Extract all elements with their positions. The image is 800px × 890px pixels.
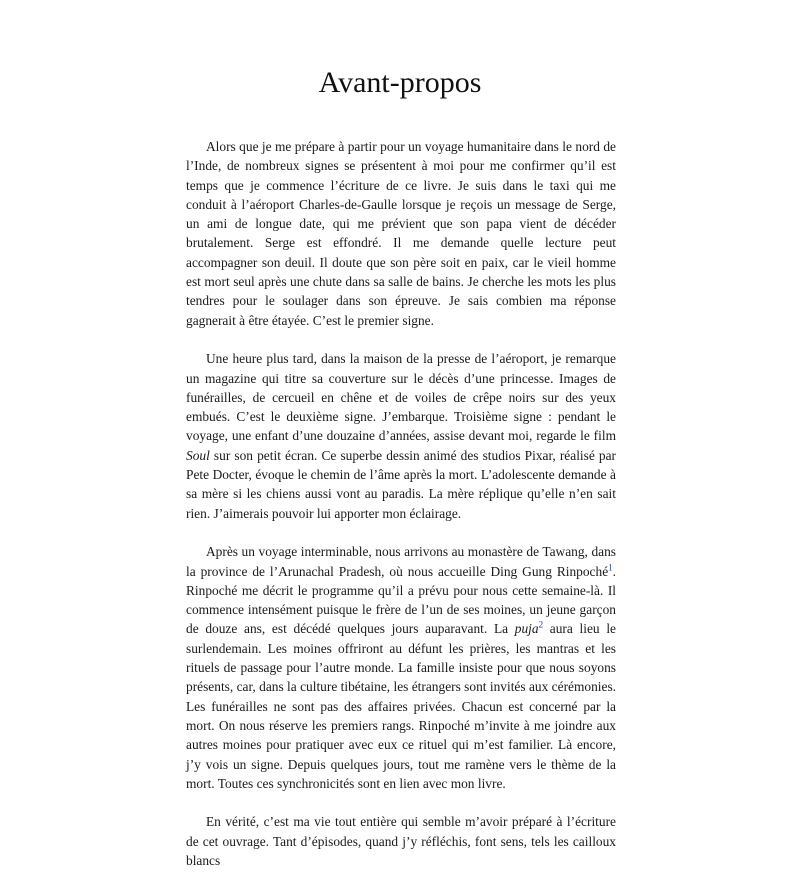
film-title-italic: Soul	[186, 447, 210, 463]
body-text	[186, 137, 616, 890]
puja-italic: puja	[514, 621, 539, 637]
paragraph-4: En vérité, c’est ma vie tout entière qui semble m’avoir préparé à l’écriture de cet ouvrage. Tant d’épisodes, quand j’y réfléchis, font sens, tels les cailloux blancs	[186, 814, 616, 868]
paragraph-1: Alors que je me prépare à partir pour un voyage humanitaire dans le nord de l’Inde, de nombreux signes se présentent à moi pour me confirmer qu’il est temps que je commence l’écriture de ce livre. Je suis dans le taxi qui me conduit à l’aéroport Charles-de-Gaulle lorsque je reçois un message de Serge, un ami de longue date, qui me prévient que son papa vient de décéder brutalement. Serge est effondré. Il me demande quelle lecture peut accompagner son deuil. Il doute que son père soit en paix, car le vieil homme est mort seul après une chute dans sa salle de bains. Je cherche les mots les plus tendres pour le soulager dans son épreuve. Je sais combien ma réponse gagnerait à être étayée. C’est le premier signe.	[186, 139, 616, 328]
paragraph-2-text-after: sur son petit écran. Ce superbe dessin animé des studios Pixar, réalisé par Pete Docter, évoque le chemin de l’âme après la mort. L’adolescente demande à sa mère si les chiens aussi vont au paradis. La mère réplique qu’elle n’en sait rien. J’aimerais pouvoir lui apporter mon éclairage.	[186, 447, 616, 521]
paragraph-2	[186, 349, 616, 523]
paragraph-2-text-before: Une heure plus tard, dans la maison de la presse de l’aéroport, je remarque un magazine qui titre sa couverture sur le décès d’une princesse. Images de funérailles, de cercueil en chêne et de voiles de crêpe noirs sur des yeux embués. C’est le deuxième signe. J’embarque. Troisième signe : pendant le voyage, une enfant d’une douzaine d’années, assise devant moi, regarde le film	[186, 351, 616, 444]
paragraph-3	[186, 542, 616, 793]
page-title: Avant-propos	[318, 66, 482, 99]
paragraph-3-text-3: aura lieu le surlendemain. Les moines offriront au défunt les prières, les mantras et les rituels de passage pour l’autre monde. La famille insiste pour que nous soyons présents, car, dans la culture tibétaine, les étrangers sont invités aux cérémonies. Les funérailles ne sont pas des affaires privées. Chacun est concerné par la mort. On nous réserve les premiers rangs. Rinpoché m’invite à me joindre aux autres moines pour pratiquer avec eux ce rituel qui m’est familier. Là encore, j’y vois un signe. Depuis quelques jours, tout me ramène vers le thème de la mort. Toutes ces synchronicités sont en lien avec mon livre.	[186, 621, 616, 791]
paragraph-3-text-2: . Rinpoché me décrit le programme qu’il a prévu pour nous cette semaine-là. Il commence intensément puisque le frère de l’un de ses moines, un jeune garçon de douze ans, est décédé quelques jours auparavant. La	[186, 563, 616, 637]
paragraph-3-text-1: Après un voyage interminable, nous arrivons au monastère de Tawang, dans la province de l’Arunachal Pradesh, où nous accueille Ding Gung Rinpoché	[186, 544, 616, 579]
footnote-ref-1[interactable]: 1	[608, 562, 613, 573]
footnote-ref-2[interactable]: 2	[538, 619, 544, 630]
